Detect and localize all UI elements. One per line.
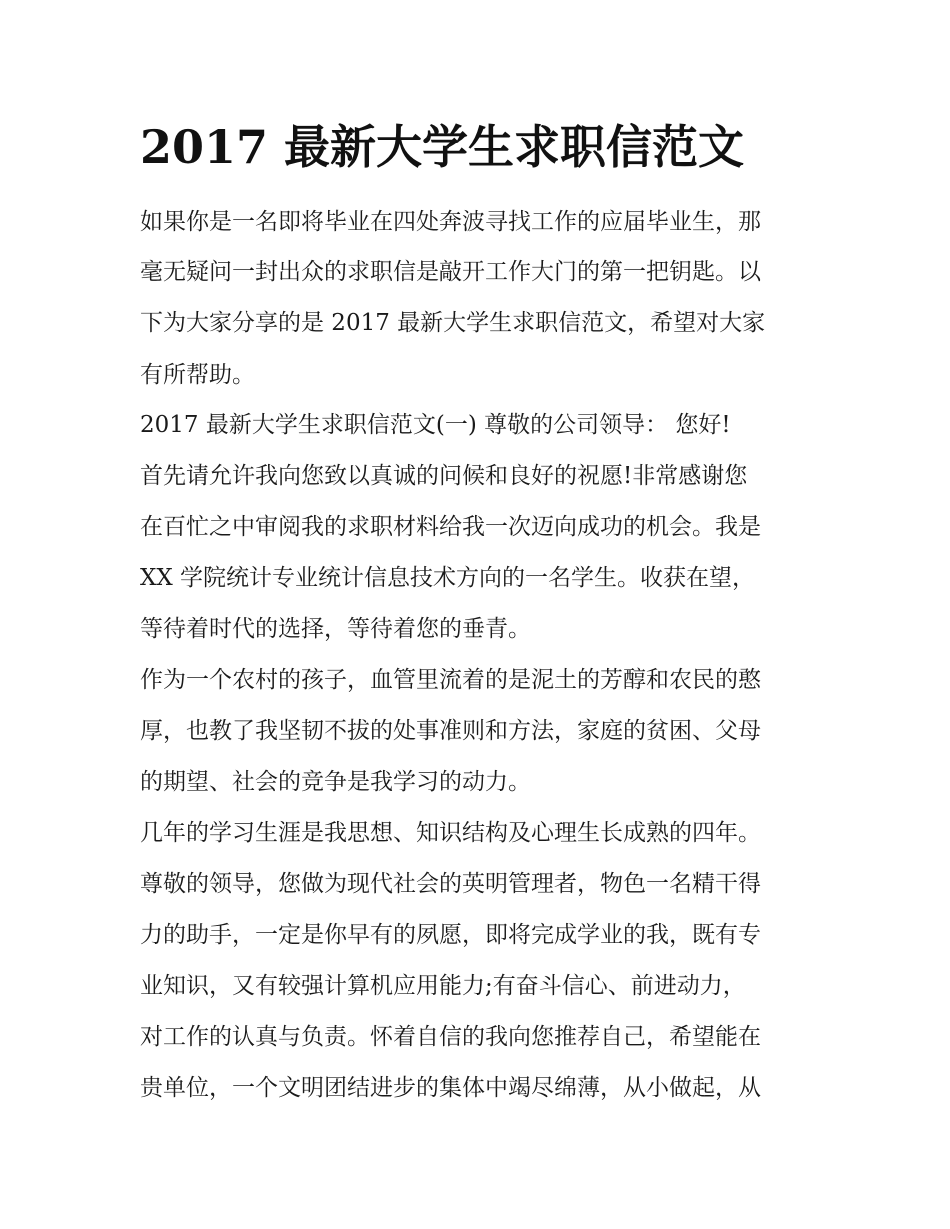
body-line: 在百忙之中审阅我的求职材料给我一次迈向成功的机会。我是 [140, 514, 761, 540]
body-line: 首先请允许我向您致以真诚的问候和良好的祝愿!非常感谢您 [140, 463, 748, 489]
body-line: 几年的学习生涯是我思想、知识结构及心理生长成熟的四年。 [140, 820, 761, 846]
body-line: 毫无疑问一封出众的求职信是敲开工作大门的第一把钥匙。以 [140, 259, 761, 285]
body-line: 有所帮助。 [140, 362, 255, 388]
body-line: XX 学院统计专业统计信息技术方向的一名学生。收获在望， [140, 565, 756, 591]
body-line: 作为一个农村的孩子，血管里流着的是泥土的芳醇和农民的憨 [140, 667, 761, 693]
body-line: 业知识，又有较强计算机应用能力;有奋斗信心、前进动力， [140, 973, 746, 999]
body-line: 等待着时代的选择，等待着您的垂青。 [140, 616, 531, 642]
body-line: 尊敬的领导，您做为现代社会的英明管理者，物色一名精干得 [140, 871, 761, 897]
body-line: 厚，也教了我坚韧不拔的处事准则和方法，家庭的贫困、父母 [140, 718, 761, 744]
body-line: 对工作的认真与负责。怀着自信的我向您推荐自己，希望能在 [140, 1024, 761, 1050]
body-line: 贵单位，一个文明团结进步的集体中竭尽绵薄，从小做起，从 [140, 1075, 761, 1101]
body-line: 力的助手，一定是你早有的夙愿，即将完成学业的我，既有专 [140, 922, 761, 948]
body-line: 的期望、社会的竞争是我学习的动力。 [140, 769, 531, 795]
document-title: 2017 最新大学生求职信范文 [140, 120, 745, 174]
body-line: 如果你是一名即将毕业在四处奔波寻找工作的应届毕业生，那 [140, 209, 761, 235]
body-line: 2017 最新大学生求职信范文(一) 尊敬的公司领导： 您好! [140, 412, 731, 438]
body-line: 下为大家分享的是 2017 最新大学生求职信范文，希望对大家 [140, 310, 766, 336]
